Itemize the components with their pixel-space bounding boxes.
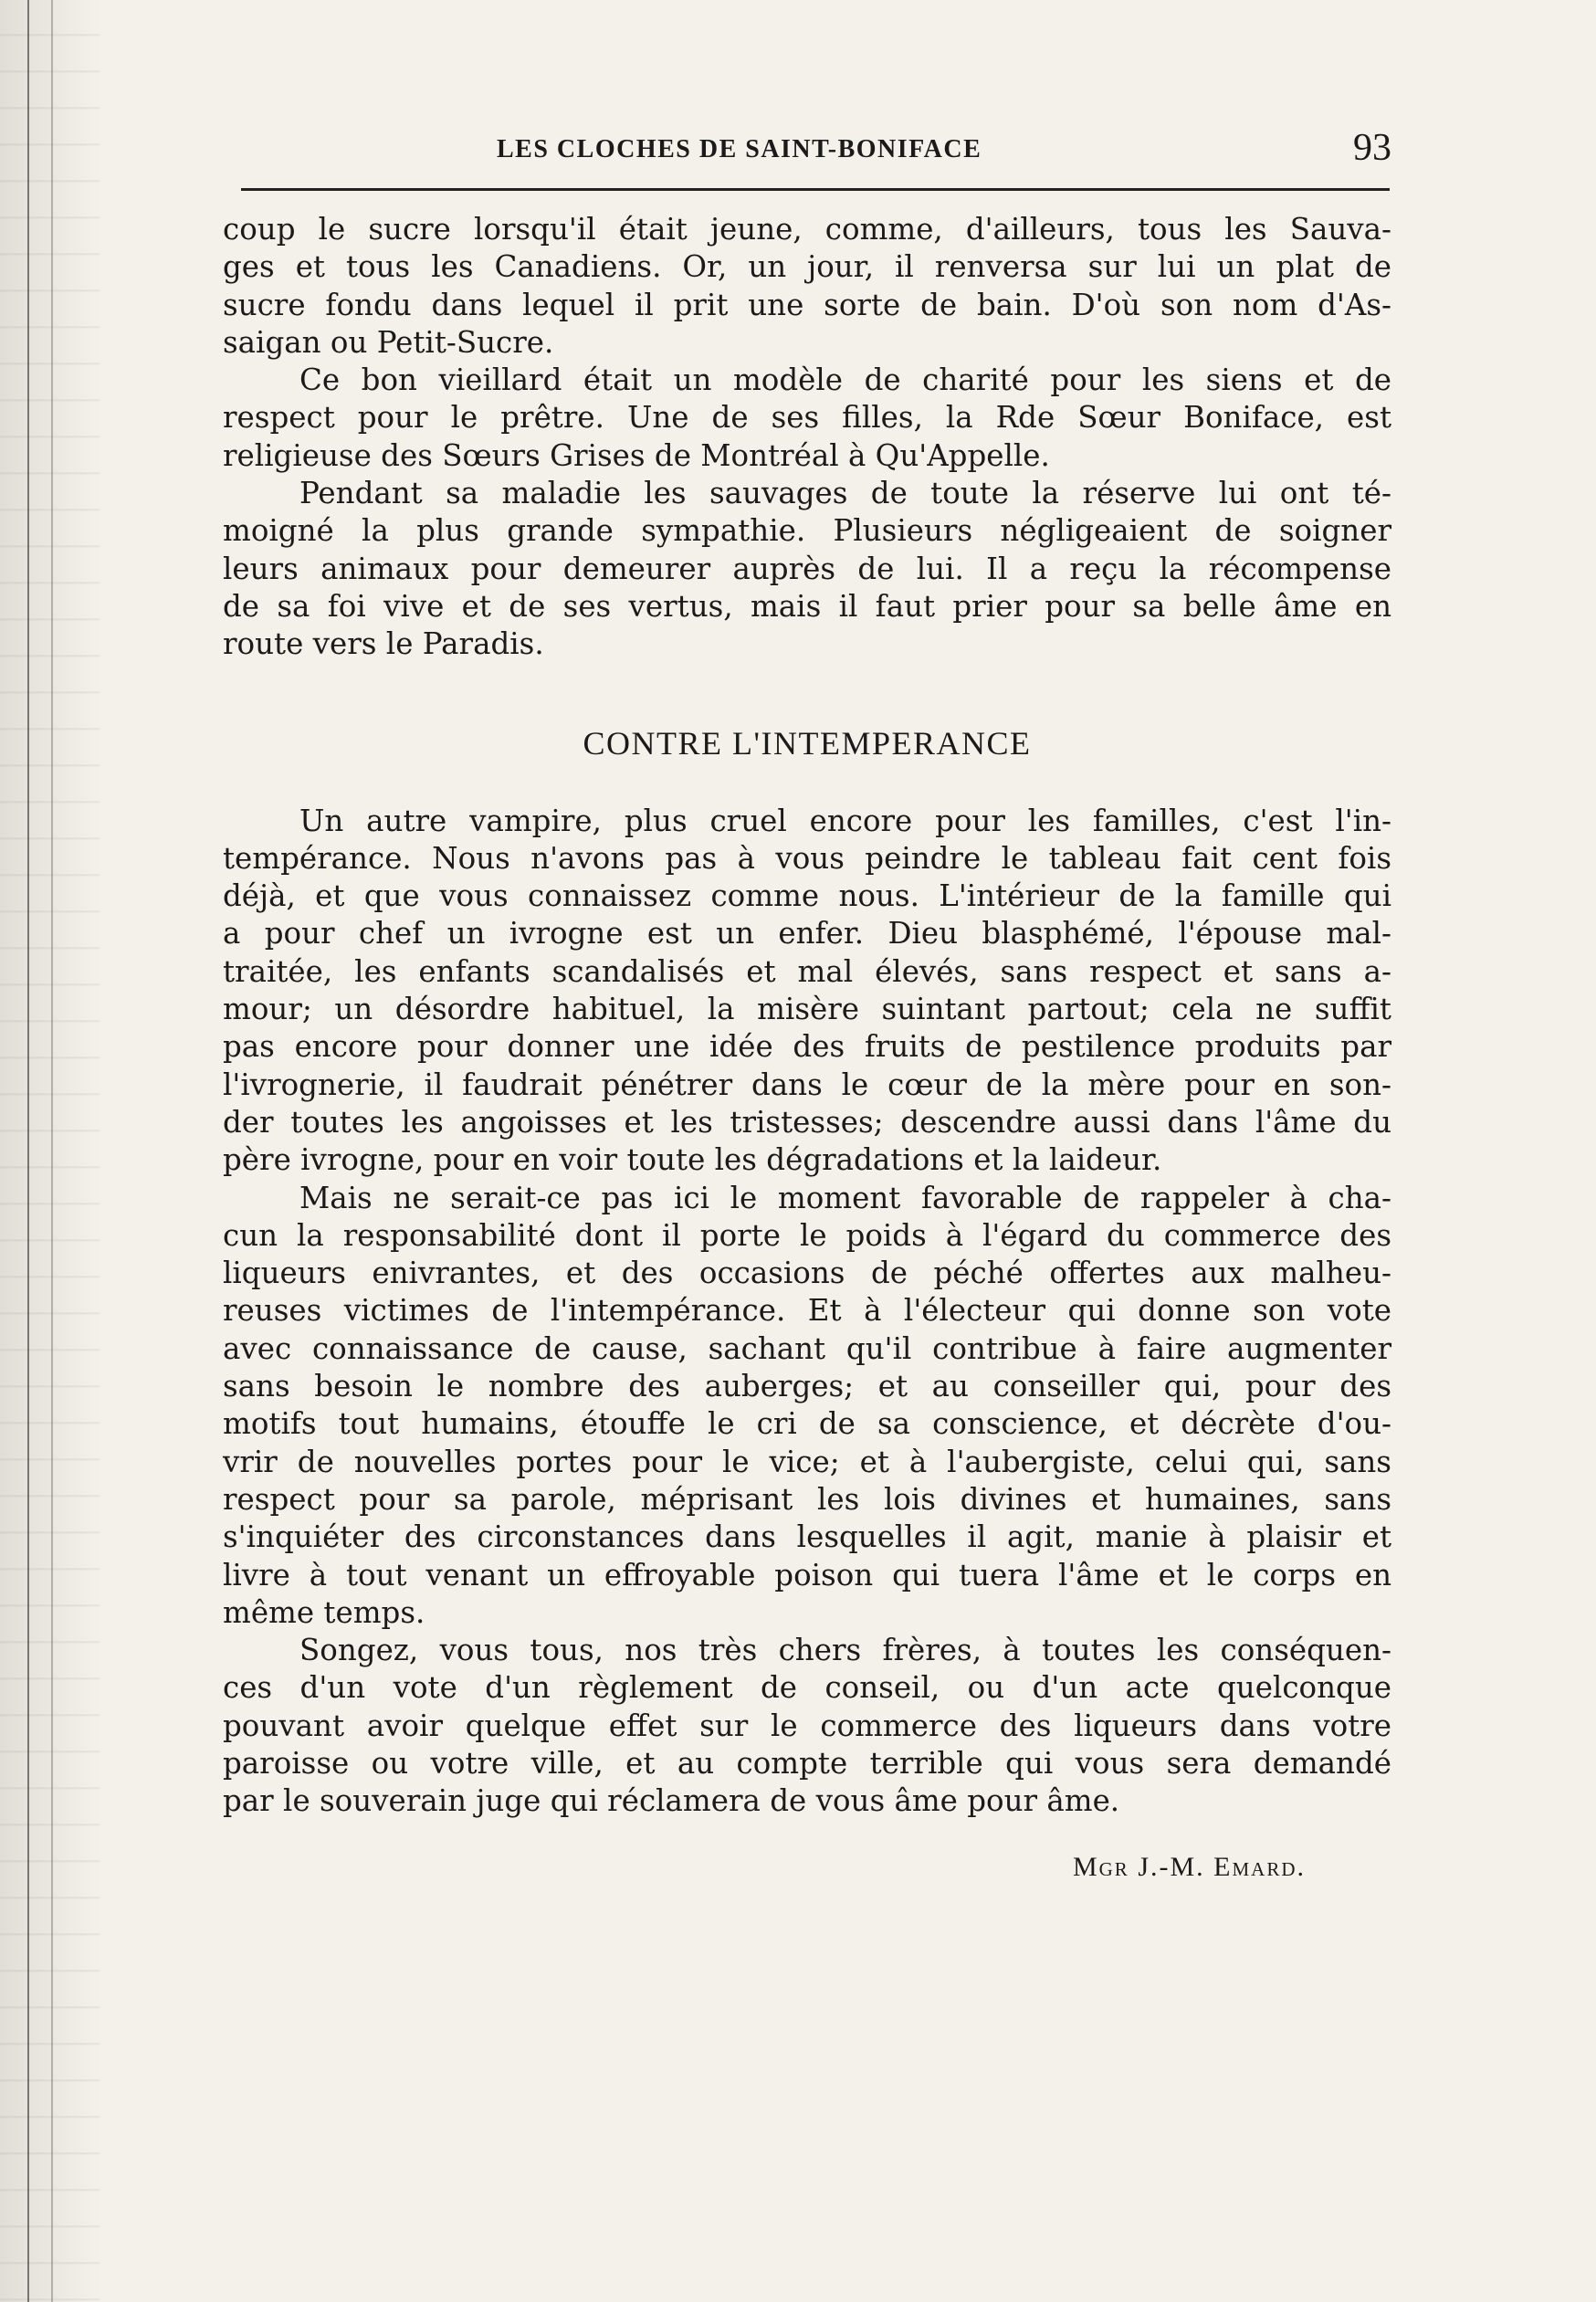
text-line: der toutes les angoisses et les tristesses; descendre aussi dans l'âme du <box>223 1104 1391 1140</box>
text-line: sucre fondu dans lequel il prit une sorte de bain. D'où son nom d'As- <box>223 287 1391 322</box>
running-head <box>223 128 1391 172</box>
text-line: pas encore pour donner une idée des fruits de pestilence produits par <box>223 1029 1391 1065</box>
header-rule <box>241 188 1390 191</box>
text-line: paroisse ou votre ville, et au compte terrible qui vous sera demandé <box>223 1745 1391 1781</box>
text-line: vrir de nouvelles portes pour le vice; et à l'aubergiste, celui qui, sans <box>223 1444 1391 1479</box>
paragraph <box>223 1180 1391 1633</box>
text-line: sans besoin le nombre des auberges; et au conseiller qui, pour des <box>223 1369 1391 1404</box>
text-line: père ivrogne, pour en voir toute les dégradations et la laideur. <box>223 1142 1162 1178</box>
gutter-line <box>27 0 29 2302</box>
text-line: saigan ou Petit-Sucre. <box>223 324 554 360</box>
body-text-bottom <box>223 803 1391 1821</box>
text-line: même temps. <box>223 1594 425 1630</box>
text-line: tempérance. Nous n'avons pas à vous peindre le tableau fait cent fois <box>223 840 1391 876</box>
text-line: Un autre vampire, plus cruel encore pour les familles, c'est l'in- <box>299 803 1391 838</box>
text-line: Songez, vous tous, nos très chers frères, à toutes les conséquen- <box>299 1633 1391 1668</box>
page-number: 93 <box>1353 127 1391 169</box>
text-line: respect pour sa parole, méprisant les lois divines et humaines, sans <box>223 1481 1391 1517</box>
text-line: cun la responsabilité dont il porte le poids à l'égard du commerce des <box>223 1217 1391 1253</box>
paragraph <box>223 211 1391 362</box>
text-line: reuses victimes de l'intempérance. Et à l'électeur qui donne son vote <box>223 1293 1391 1329</box>
text-line: coup le sucre lorsqu'il était jeune, comme, d'ailleurs, tous les Sauva- <box>223 212 1391 247</box>
running-title: LES CLOCHES DE SAINT-BONIFACE <box>497 135 982 163</box>
text-line: ges et tous les Canadiens. Or, un jour, il renversa sur lui un plat de <box>223 249 1391 285</box>
paragraph <box>223 475 1391 663</box>
text-line: respect pour le prêtre. Une de ses filles, la Rde Sœur Boniface, est <box>223 400 1391 436</box>
signature: Mgr J.-M. Emard. <box>1072 1851 1306 1882</box>
text-line: a pour chef un ivrogne est un enfer. Dieu blasphémé, l'épouse mal- <box>223 916 1391 951</box>
text-line: traitée, les enfants scandalisés et mal élevés, sans respect et sans a- <box>223 953 1391 989</box>
paragraph <box>223 362 1391 475</box>
text-line: moigné la plus grande sympathie. Plusieurs négligeaient de soigner <box>223 513 1391 549</box>
book-page <box>223 128 1391 1883</box>
text-line: ces d'un vote d'un règlement de conseil, ou d'un acte quelconque <box>223 1670 1391 1706</box>
paragraph <box>223 803 1391 1180</box>
binding-gutter <box>0 0 100 2302</box>
text-line: mour; un désordre habituel, la misère suintant partout; cela ne suffit <box>223 992 1391 1027</box>
gutter-line <box>51 0 53 2302</box>
text-line: leurs animaux pour demeurer auprès de lui. Il a reçu la récompense <box>223 551 1391 586</box>
paragraph <box>223 1632 1391 1820</box>
text-line: s'inquiéter des circonstances dans lesquelles il agit, manie à plaisir et <box>223 1519 1391 1555</box>
section-title: CONTRE L'INTEMPERANCE <box>583 724 1032 762</box>
text-line: Ce bon vieillard était un modèle de charité pour les siens et de <box>299 363 1391 398</box>
text-line: liqueurs enivrantes, et des occasions de péché offertes aux malheu- <box>223 1256 1391 1291</box>
text-line: de sa foi vive et de ses vertus, mais il faut prier pour sa belle âme en <box>223 588 1391 624</box>
body-text-top <box>223 211 1391 664</box>
text-line: déjà, et que vous connaissez comme nous. L'intérieur de la famille qui <box>223 878 1391 914</box>
text-line: livre à tout venant un effroyable poison qui tuera l'âme et le corps en <box>223 1557 1391 1592</box>
text-line: route vers le Paradis. <box>223 626 544 662</box>
text-line: l'ivrognerie, il faudrait pénétrer dans le cœur de la mère pour en son- <box>223 1067 1391 1102</box>
text-line: religieuse des Sœurs Grises de Montréal à Qu'Appelle. <box>223 437 1050 473</box>
text-line: Pendant sa maladie les sauvages de toute la réserve lui ont té- <box>299 476 1391 511</box>
text-line: pouvant avoir quelque effet sur le commerce des liqueurs dans votre <box>223 1708 1391 1743</box>
text-line: Mais ne serait-ce pas ici le moment favorable de rappeler à cha- <box>299 1180 1391 1215</box>
text-line: avec connaissance de cause, sachant qu'il contribue à faire augmenter <box>223 1330 1391 1366</box>
text-line: par le souverain juge qui réclamera de vous âme pour âme. <box>223 1783 1120 1819</box>
text-line: motifs tout humains, étouffe le cri de sa conscience, et décrète d'ou- <box>223 1406 1391 1442</box>
